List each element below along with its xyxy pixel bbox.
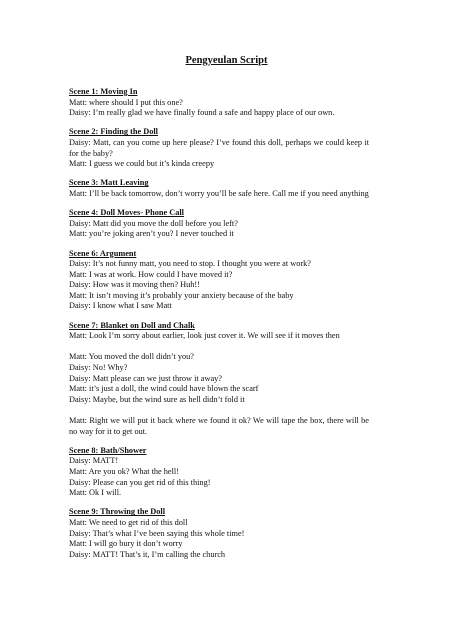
- scene-heading: Scene 8: Bath/Shower: [69, 445, 147, 455]
- dialogue-line: Matt: We need to get rid of this doll: [69, 517, 188, 527]
- dialogue-line: Daisy: Maybe, but the wind sure as hell didn’t fold it: [69, 394, 245, 404]
- dialogue-line: Daisy: Matt, can you come up here please? I’ve found this doll, perhaps we could keep it for the baby?: [69, 137, 369, 158]
- dialogue-line: Matt: I’ll be back tomorrow, don’t worry you’ll be safe here. Call me if you need anything: [69, 188, 369, 198]
- dialogue-line: Daisy: MATT!: [69, 456, 119, 466]
- dialogue-line: Matt: You moved the doll didn’t you?: [69, 352, 194, 362]
- paragraph-gap: [69, 342, 369, 353]
- dialogue-line: Daisy: No! Why?: [69, 363, 128, 373]
- document-title: Pengyeulan Script: [185, 55, 268, 66]
- scene-section: [69, 127, 369, 169]
- scene-heading: Scene 9: Throwing the Doll: [69, 507, 166, 517]
- dialogue-line: Matt: I guess we could but it’s kinda creepy: [69, 159, 215, 169]
- dialogue-line: Matt: you’re joking aren’t you? I never touched it: [69, 229, 234, 239]
- scene-section: [69, 507, 369, 560]
- scene-heading: Scene 3: Matt Leaving: [69, 178, 149, 188]
- dialogue-line: Daisy: That’s what I’ve been saying this whole time!: [69, 528, 245, 538]
- dialogue-line: Daisy: MATT! That’s it, I’m calling the church: [69, 549, 226, 559]
- dialogue-line: Daisy: How was it moving then? Huh!!: [69, 280, 200, 290]
- dialogue-line: Daisy: Please can you get rid of this thing!: [69, 477, 211, 487]
- scene-section: [69, 446, 369, 499]
- dialogue-line: Matt: Look I’m sorry about earlier, look just cover it. We will see if it moves then: [69, 331, 340, 341]
- scene-section: [69, 249, 369, 313]
- paragraph-gap: [69, 405, 369, 416]
- scene-heading: Scene 2: Finding the Doll: [69, 127, 158, 137]
- dialogue-line: Matt: It isn’t moving it’s probably your anxiety because of the baby: [69, 290, 294, 300]
- dialogue-line: Matt: I was at work. How could I have moved it?: [69, 269, 233, 279]
- scene-heading: Scene 7: Blanket on Doll and Chalk: [69, 320, 195, 330]
- scene-section: [69, 178, 369, 199]
- dialogue-line: Matt: it’s just a doll, the wind could have blown the scarf: [69, 384, 259, 394]
- dialogue-line: Daisy: Matt did you move the doll before you left?: [69, 218, 238, 228]
- scene-heading: Scene 6: Argument: [69, 248, 137, 258]
- dialogue-line: Daisy: Matt please can we just throw it away?: [69, 373, 222, 383]
- dialogue-line: Daisy: I’m really glad we have finally found a safe and happy place of our own.: [69, 108, 335, 118]
- dialogue-line: Matt: I will go bury it don’t worry: [69, 539, 183, 549]
- dialogue-line: Daisy: I know what I saw Matt: [69, 301, 172, 311]
- scene-heading: Scene 4: Doll Moves- Phone Call: [69, 208, 184, 218]
- dialogue-line: Matt: Are you ok? What the hell!: [69, 466, 179, 476]
- dialogue-line: Matt: Right we will put it back where we found it ok? We will tape the box, there will be no way for it to get out.: [69, 416, 369, 436]
- scene-section: [69, 87, 369, 119]
- dialogue-line: Daisy: It’s not funny matt, you need to stop. I thought you were at work?: [69, 259, 311, 269]
- scene-section: [69, 208, 369, 240]
- dialogue-line: Matt: Ok I will.: [69, 488, 122, 498]
- scene-heading: Scene 1: Moving In: [69, 87, 138, 96]
- script-body: [69, 87, 369, 569]
- scene-section: [69, 321, 369, 438]
- dialogue-line: Matt: where should I put this one?: [69, 97, 183, 107]
